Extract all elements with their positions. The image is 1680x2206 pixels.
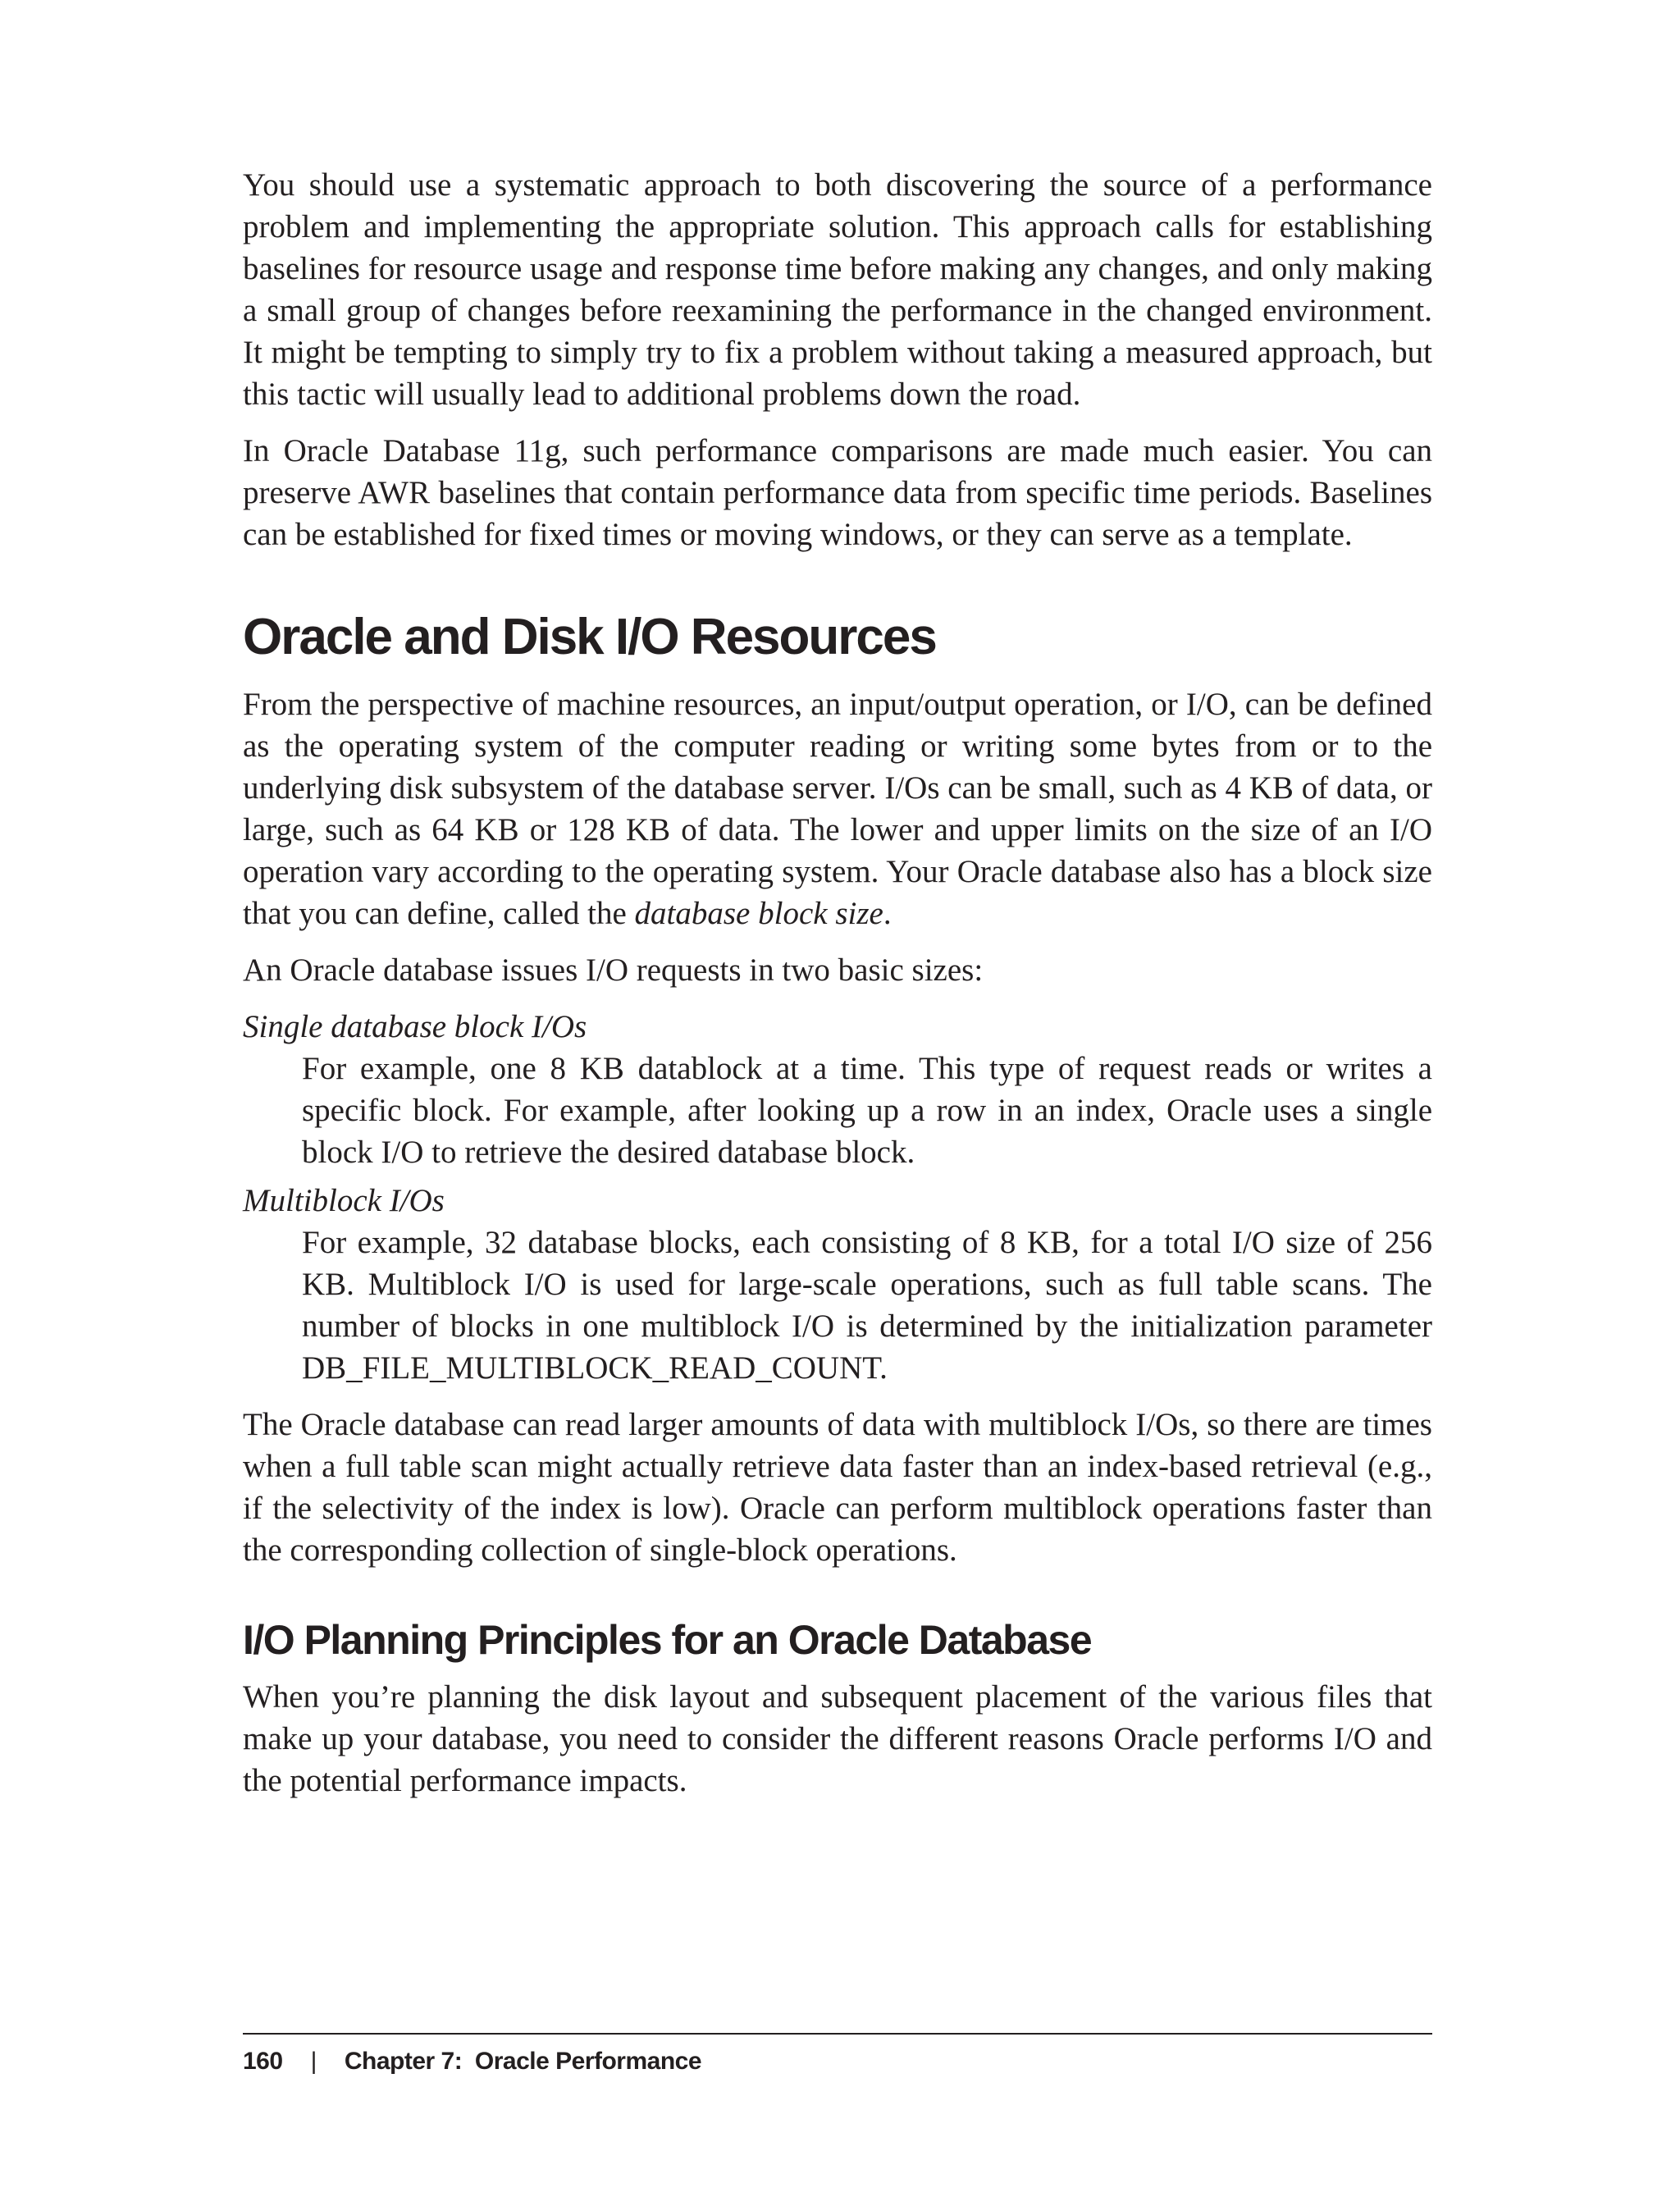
page-number: 160 <box>243 2048 283 2075</box>
database-block-size-term: database block size <box>634 896 883 931</box>
section1-paragraph-1-end: . <box>883 896 892 931</box>
page-content <box>243 164 1432 1816</box>
list-term-single-block: Single database block I/Os <box>243 1009 587 1044</box>
section1-paragraph-1 <box>243 683 1432 934</box>
section2-paragraph-1: When you’re planning the disk layout and subsequent placement of the various files that make up your database, you need to consider the different reasons Oracle performs I/O and the potential performance impacts. <box>243 1679 1432 1798</box>
list-term-multiblock: Multiblock I/Os <box>243 1183 445 1218</box>
section1-paragraph-2: An Oracle database issues I/O requests in two basic sizes: <box>243 952 984 988</box>
section1-paragraph-3: The Oracle database can read larger amounts of data with multiblock I/Os, so there are times when a full table scan might actually retrieve data faster than an index-based retrieval (e.g., if the selectivity of the index is low). Oracle can perform multiblock operations faster than the corresponding collection of single-block operations. <box>243 1407 1432 1568</box>
chapter-title: Chapter 7: Oracle Performance <box>344 2048 702 2075</box>
list-definition-single-block: For example, one 8 KB datablock at a time. This type of request reads or writes a specific block. For example, after looking up a row in an index, Oracle uses a single block I/O to retrieve the desired database block. <box>302 1051 1432 1170</box>
intro-paragraph-1: You should use a systematic approach to both discovering the source of a performance problem and implementing the appropriate solution. This approach calls for establishing baselines for resource usage and response time before making any changes, and only making a small group of changes before reexamining the performance in the changed environment. It might be tempting to simply try to fix a problem without taking a measured approach, but this tactic will usually lead to additional problems down the road. <box>243 167 1432 412</box>
footer-separator: | <box>310 2048 317 2075</box>
io-size-list <box>243 1006 1432 1389</box>
section1-paragraph-1-text: From the perspective of machine resources, an input/output operation, or I/O, can be defined as the operating system of the computer reading or writing some bytes from or to the underlying disk subsystem of the database server. I/Os can be small, such as 4 KB of data, or large, such as 64 KB or 128 KB of data. The lower and upper limits on the size of an I/O operation vary according to the operating system. Your Oracle database also has a block size that you can define, called the <box>243 687 1432 931</box>
subsection-heading-io-planning: I/O Planning Principles for an Oracle Database <box>243 1617 1092 1663</box>
page-footer <box>243 2033 1432 2076</box>
intro-paragraph-2: In Oracle Database 11g, such performance comparisons are made much easier. You can preserve AWR baselines that contain performance data from specific time periods. Baselines can be established for fixed times or moving windows, or they can serve as a template. <box>243 433 1432 552</box>
section-heading-disk-io: Oracle and Disk I/O Resources <box>243 609 936 665</box>
list-definition-multiblock: For example, 32 database blocks, each consisting of 8 KB, for a total I/O size of 256 KB. Multiblock I/O is used for large-scale operations, such as full table scans. The number of blocks in one multiblock I/O is determined by the initialization parameter DB_FILE_MULTIBLOCK_READ_COUNT. <box>302 1225 1432 1386</box>
